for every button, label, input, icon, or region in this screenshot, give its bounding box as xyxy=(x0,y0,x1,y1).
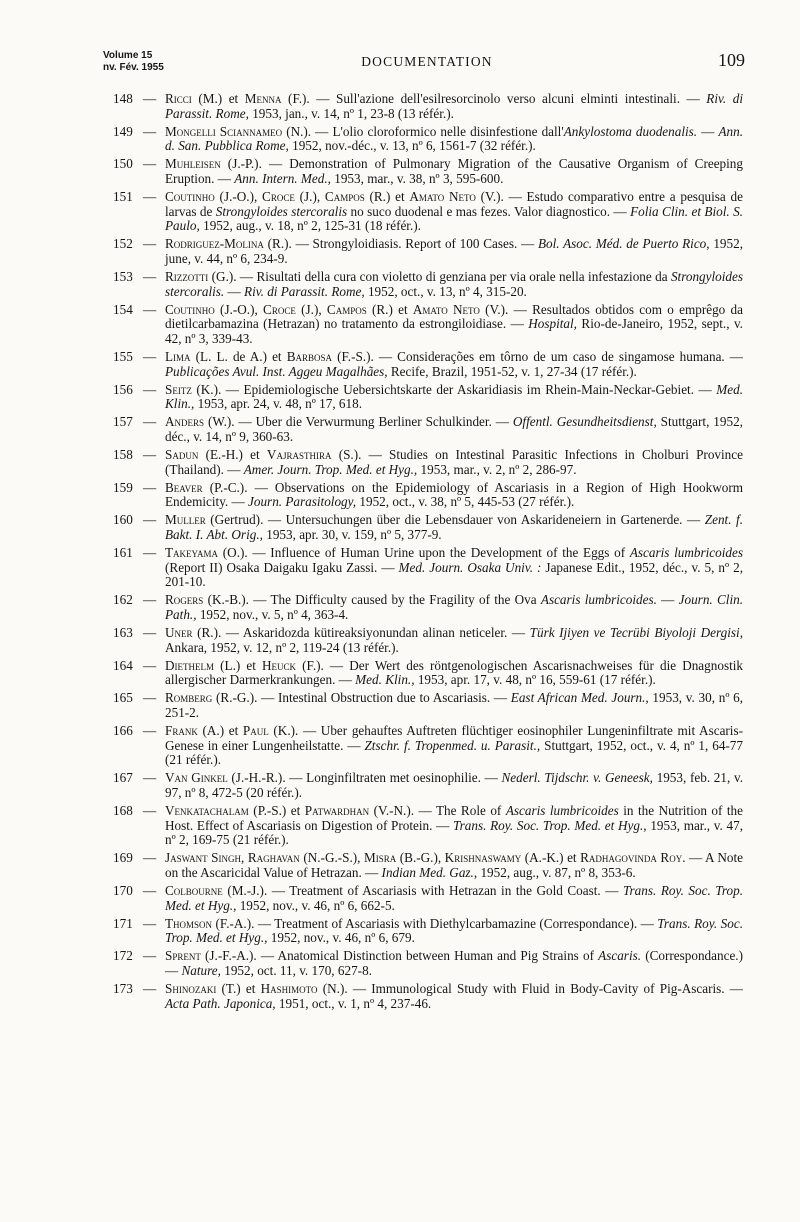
entry-text: 1953, apr. 24, v. 48, nº 17, 618. xyxy=(194,396,363,412)
entry-text: (O.). — Influence of Human Urine upon the Development of the Eggs of xyxy=(218,545,630,561)
author-name: Rogers xyxy=(165,592,204,608)
bibliography-entry xyxy=(113,626,743,655)
bibliography-entry xyxy=(113,593,743,622)
entry-dash: — xyxy=(143,236,157,252)
entry-dash: — xyxy=(143,301,157,317)
entry-number: 168 xyxy=(113,803,133,819)
entry-text: 1952, june, v. 44, nº 6, 234-9. xyxy=(165,236,744,266)
bibliography-entry xyxy=(113,724,743,768)
entry-dash: — xyxy=(143,625,157,641)
entry-text: 1953, feb. 21, v. 97, nº 8, 472-5 (20 référ.). xyxy=(165,770,744,801)
author-name: Shinozaki xyxy=(165,981,217,997)
author-name: Campos xyxy=(326,301,367,317)
entry-number: 162 xyxy=(113,592,133,608)
entry-text: (P.-C.). — Observations on the Epidemiology of Ascariasis in a Region of High Hookworm Endemicity. — xyxy=(165,479,743,510)
entry-text: (V.). — Estudo comparativo entre a pesquisa de larvas de xyxy=(165,189,743,219)
volume-line: Volume 15 xyxy=(103,50,153,61)
entry-text: . — A Note on the Ascaricidal Value of Hetrazan. — xyxy=(165,850,743,880)
entry-text: (A.) et xyxy=(197,723,243,739)
entry-number: 164 xyxy=(113,657,133,673)
entry-dash: — xyxy=(143,269,157,285)
entry-number: 169 xyxy=(113,850,133,866)
bibliography-entry xyxy=(113,513,743,542)
entry-number: 167 xyxy=(113,770,133,786)
author-name: Raghavan xyxy=(247,850,300,866)
author-name: Mongelli Sciannameo xyxy=(165,123,283,139)
entry-text: (K.-B.). — The Difficulty caused by the Fragility of the Ova xyxy=(203,592,541,608)
entry-dash: — xyxy=(143,381,157,397)
entry-dash: — xyxy=(143,803,157,819)
entry-text: (F.). — Sull'azione dell'esilresorcinolo verso alcuni elminti intestinali. — xyxy=(281,91,707,106)
italic-text: Riv. di Parassit. Rome, xyxy=(165,91,743,121)
author-name: Rodriguez-Molina xyxy=(165,236,264,252)
bibliography-entry xyxy=(113,270,743,299)
italic-text: Hospital, xyxy=(528,316,577,332)
italic-text: Trans. Roy. Soc. Trop. Med. et Hyg., xyxy=(453,817,647,833)
entry-text: (J.-F.-A.). — Anatomical Distinction between Human and Pig Strains of xyxy=(200,948,599,964)
author-name: Coutinho xyxy=(165,301,215,317)
bibliography-entry xyxy=(113,691,743,720)
entry-text: (L.) et xyxy=(214,657,263,673)
running-title: DOCUMENTATION xyxy=(361,54,493,69)
entry-text: 1953, apr. 30, v. 159, nº 5, 377-9. xyxy=(262,527,442,543)
entry-text: (P.-S.) et xyxy=(248,803,305,819)
author-name: Lima xyxy=(165,349,191,364)
bibliography-entry xyxy=(113,383,743,412)
entry-text: — xyxy=(224,283,245,299)
bibliography-entry xyxy=(113,771,743,800)
entry-text: 1951, oct., v. 1, nº 4, 237-46. xyxy=(275,995,432,1011)
bibliography-entry xyxy=(113,949,743,978)
entry-text: (J.), xyxy=(295,301,327,317)
entry-text: (V.). — Resultados obtidos com o emprêgo da dietilcarbamazina (Hetrazan) no tratamento da estrongiloidiase. — xyxy=(165,301,743,332)
author-name: Patwardhan xyxy=(304,803,370,819)
italic-text: Ztschr. f. Tropenmed. u. Parasit., xyxy=(364,737,541,753)
entry-number: 170 xyxy=(113,883,133,899)
italic-text: Riv. di Parassit. Rome, xyxy=(244,283,365,299)
italic-text: Offentl. Gesundheitsdienst, xyxy=(512,414,657,430)
entry-text: (T.) et xyxy=(216,981,261,997)
author-name: Van Ginkel xyxy=(165,770,228,786)
entry-text: (J.-O.), xyxy=(214,189,263,205)
bibliography-entry xyxy=(113,917,743,946)
entry-text: (Report II) Osaka Daigaku Igaku Zassi. — xyxy=(165,559,399,575)
issue-line: nv. Fév. 1955 xyxy=(103,62,164,73)
author-name: Beaver xyxy=(165,479,203,495)
entry-dash: — xyxy=(143,189,157,205)
author-name: Radhagovinda Roy xyxy=(580,850,683,866)
entry-text: , xyxy=(241,850,248,866)
italic-text: Indian Med. Gaz., xyxy=(381,865,478,880)
author-name: Anders xyxy=(165,414,205,430)
author-name: Jaswant Singh xyxy=(165,850,241,866)
author-name: Thomson xyxy=(165,915,213,931)
entry-text: (N.). — Immunological Study with Fluid in Body-Cavity of Pig-Ascaris. — xyxy=(317,981,743,997)
bibliography-entry xyxy=(113,125,743,154)
entry-text: 1953, jan., v. 14, nº 1, 23-8 (13 référ.). xyxy=(248,105,454,121)
author-name: Ricci xyxy=(165,91,192,106)
entry-dash: — xyxy=(143,545,157,561)
entry-text: (K.). — Uber gehauftes Auftreten flüchtiger eosinophiler Lungeninfiltrate mit Ascaris-Genese in einer Lungenheilstatte. — xyxy=(165,723,743,753)
author-name: Coutinho xyxy=(165,189,215,205)
author-name: Croce xyxy=(262,189,295,205)
italic-text: Med. Klin., xyxy=(165,381,743,412)
entry-number: 160 xyxy=(113,512,133,528)
bibliography-entry xyxy=(113,804,743,848)
author-name: Vajrasthira xyxy=(266,447,332,463)
italic-text: Trans. Roy. Soc. Trop. Med. et Hyg., xyxy=(165,883,743,913)
bibliography-entry xyxy=(113,350,743,379)
entry-number: 161 xyxy=(113,545,133,561)
italic-text: Ann. Intern. Med., xyxy=(234,170,331,186)
entry-text: in the Nutrition of the Host. Effect of Ascariasis on Digestion of Protein. — xyxy=(165,803,743,833)
bibliography-entry xyxy=(113,851,743,880)
entry-text: 1952, nov.-déc., v. 13, nº 6, 1561-7 (32 référ.). xyxy=(288,138,536,154)
entry-text: Stuttgart, 1952, déc., v. 14, nº 9, 360-63. xyxy=(165,414,743,444)
entry-text: (R.) et xyxy=(366,301,413,317)
author-name: Paul xyxy=(242,723,269,739)
entry-text: (R.). — Strongyloidiasis. Report of 100 Cases. — xyxy=(263,236,538,252)
italic-text: Journ. Clin. Path., xyxy=(165,592,743,622)
entry-text: (A.-K.) et xyxy=(521,850,581,866)
entry-text: 1953, mar., v. 47, nº 2, 169-75 (21 référ.). xyxy=(165,817,743,848)
author-name: Seitz xyxy=(165,381,192,397)
bibliography-entry xyxy=(113,303,743,347)
entry-dash: — xyxy=(143,592,157,608)
italic-text: Ascaris lumbricoides. xyxy=(540,592,657,608)
entry-dash: — xyxy=(143,123,157,139)
italic-text: Ann. d. San. Pubblica Rome, xyxy=(165,123,743,154)
italic-text: Med. Journ. Osaka Univ. : xyxy=(398,559,542,575)
entry-dash: — xyxy=(143,447,157,463)
entry-text: (S.). — Studies on Intestinal Parasitic Infections in Cholburi Province (Thailand). — xyxy=(165,447,743,477)
italic-text: Ankylostoma duodenalis. xyxy=(563,123,698,139)
entry-text: (Correspondance.) — xyxy=(165,948,743,979)
entry-text: 1952, nov., v. 46, nº 6, 679. xyxy=(267,930,415,946)
italic-text: Folia Clin. et Biol. S. Paulo, xyxy=(165,203,743,234)
bibliography-entry xyxy=(113,659,743,688)
bibliography-entry xyxy=(113,448,743,477)
entry-dash: — xyxy=(143,883,157,899)
entry-text: (F.-S.). — Considerações em tôrno de um caso de singamose humana. — xyxy=(332,349,743,364)
italic-text: Journ. Parasitology, xyxy=(248,494,357,510)
author-name: Venkatachalam xyxy=(165,803,249,819)
bibliography-list xyxy=(113,92,743,1015)
author-name: Romberg xyxy=(165,690,213,706)
entry-number: 163 xyxy=(113,625,133,641)
author-name: Campos xyxy=(324,189,365,205)
author-name: Diethelm xyxy=(165,657,215,673)
entry-number: 171 xyxy=(113,915,133,931)
entry-text: 1952, oct., v. 38, nº 5, 445-53 (27 référ.). xyxy=(356,494,575,510)
entry-text: Japanese Edit., 1952, déc., v. 5, nº 2, 201-10. xyxy=(165,559,744,590)
entry-text: (M.) et xyxy=(191,91,245,106)
entry-number: 159 xyxy=(113,479,133,495)
entry-number: 154 xyxy=(113,301,133,317)
entry-number: 149 xyxy=(113,123,133,139)
entry-dash: — xyxy=(143,723,157,739)
bibliography-entry xyxy=(113,92,743,121)
bibliography-entry xyxy=(113,982,743,1011)
entry-text: Ankara, 1952, v. 12, nº 2, 119-24 (13 référ.). xyxy=(165,639,399,655)
entry-dash: — xyxy=(143,770,157,786)
italic-text: Strongyloides stercoralis. xyxy=(165,269,743,299)
entry-text: (V.-N.). — The Role of xyxy=(369,803,506,819)
author-name: Misra xyxy=(364,850,397,866)
author-name: Uner xyxy=(165,625,193,641)
entry-dash: — xyxy=(143,657,157,673)
entry-text: 1953, mar., v. 38, nº 3, 595-600. xyxy=(330,170,504,186)
author-name: Sadun xyxy=(165,447,199,463)
entry-number: 173 xyxy=(113,981,133,997)
entry-number: 156 xyxy=(113,381,133,397)
author-name: Hashimoto xyxy=(260,981,318,997)
entry-text: 1953, mar., v. 2, nº 2, 286-97. xyxy=(417,461,577,477)
entry-number: 158 xyxy=(113,447,133,463)
italic-text: Ascaris lumbricoides xyxy=(505,803,619,819)
italic-text: East African Med. Journ., xyxy=(510,690,649,706)
italic-text: Zent. f. Bakt. I. Abt. Orig., xyxy=(165,512,743,543)
entry-dash: — xyxy=(143,690,157,706)
entry-text: Rio-de-Janeiro, 1952, sept., v. 42, nº 3, 339-43. xyxy=(165,316,743,346)
entry-number: 151 xyxy=(113,189,133,205)
entry-dash: — xyxy=(143,414,157,430)
entry-text: (R.). — Askaridozda kütireaksiyonundan alinan neticeler. — xyxy=(192,625,530,641)
entry-text: (N.-G.-S.), xyxy=(299,850,364,866)
bibliography-entry xyxy=(113,157,743,186)
entry-text: 1952, nov., v. 5, nº 4, 363-4. xyxy=(196,607,349,622)
entry-text: 1952, nov., v. 46, nº 6, 662-5. xyxy=(236,897,395,913)
entry-number: 165 xyxy=(113,690,133,706)
entry-text: (B.-G.), xyxy=(396,850,445,866)
entry-text: (F.-A.). — Treatment of Ascariasis with Diethylcarbamazine (Correspondance). — xyxy=(212,915,658,931)
entry-number: 152 xyxy=(113,236,133,252)
entry-text: 1953, v. 30, nº 6, 251-2. xyxy=(165,690,743,721)
bibliography-entry xyxy=(113,415,743,444)
entry-text: (E.-H.) et xyxy=(198,447,267,463)
italic-text: Türk Ijiyen ve Tecrübi Biyoloji Dergisi, xyxy=(529,625,743,641)
bibliography-entry xyxy=(113,884,743,913)
italic-text: Acta Path. Japonica, xyxy=(165,995,276,1011)
entry-number: 155 xyxy=(113,349,133,364)
entry-text: (R.) et xyxy=(364,189,410,205)
entry-text: (J.-O.), xyxy=(214,301,264,317)
author-name: Barbosa xyxy=(286,349,333,364)
entry-text: (M.-J.). — Treatment of Ascariasis with Hetrazan in the Gold Coast. — xyxy=(222,883,623,899)
entry-dash: — xyxy=(143,91,157,106)
author-name: Colbourne xyxy=(165,883,223,899)
page-header xyxy=(103,50,747,84)
entry-text: (Gertrud). — Untersuchungen über die Lebensdauer von Askarideneiern in Gartenerde. — xyxy=(205,512,705,528)
entry-text: Recife, Brazil, 1951-52, v. 1, 27-34 (17 référ.). xyxy=(387,363,637,379)
author-name: Amato Neto xyxy=(409,189,476,205)
italic-text: Bol. Asoc. Méd. de Puerto Rico, xyxy=(537,236,710,252)
entry-dash: — xyxy=(143,948,157,964)
entry-text: 1953, apr. 17, v. 48, nº 16, 559-61 (17 référ.). xyxy=(414,672,656,688)
entry-text: (L. L. de A.) et xyxy=(190,349,287,364)
entry-dash: — xyxy=(143,850,157,866)
entry-text: (F.). — Der Wert des röntgenologischen Ascarisnachweises für die Dnagnostik allergischer Darmerkrankungen. — xyxy=(165,657,743,688)
entry-dash: — xyxy=(143,349,157,364)
italic-text: Nederl. Tijdschr. v. Geneesk, xyxy=(501,770,653,786)
italic-text: Strongyloides stercoralis xyxy=(215,203,348,219)
author-name: Sprent xyxy=(165,948,201,964)
author-name: Muller xyxy=(165,512,206,528)
entry-text: — xyxy=(656,592,679,608)
italic-text: Ascaris. xyxy=(598,948,642,964)
entry-text: 1952, oct., v. 13, nº 4, 315-20. xyxy=(364,283,527,299)
entry-number: 148 xyxy=(113,91,133,106)
entry-text: (N.). — L'olio cloroformico nelle disinfestione dall' xyxy=(282,123,564,139)
entry-text: 1952, aug., v. 18, nº 2, 125-31 (18 référ.). xyxy=(199,218,421,234)
bibliography-entry xyxy=(113,237,743,266)
entry-text: (J.-H.-R.). — Longinfiltraten met oesinophilie. — xyxy=(227,770,502,786)
author-name: Frank xyxy=(165,723,198,739)
author-name: Amato Neto xyxy=(412,301,480,317)
entry-text: (G.). — Risultati della cura con violetto di genziana per via orale nella infestazione da xyxy=(208,269,671,285)
author-name: Takeyama xyxy=(165,545,219,561)
author-name: Muhleisen xyxy=(165,156,221,172)
entry-number: 166 xyxy=(113,723,133,739)
bibliography-entry xyxy=(113,190,743,234)
italic-text: Med. Klin., xyxy=(355,672,415,688)
entry-text: (J.), xyxy=(294,189,325,205)
italic-text: Nature, xyxy=(181,963,221,979)
entry-text: (K.). — Epidemiologische Uebersichtskarte der Askaridiasis im Rhein-Main-Neckar-Gebiet. — xyxy=(191,381,717,397)
entry-number: 157 xyxy=(113,414,133,430)
italic-text: Publicações Avul. Inst. Aggeu Magalhães, xyxy=(165,363,388,379)
entry-text: Stuttgart, 1952, oct., v. 4, nº 1, 64-77 (21 référ.). xyxy=(165,737,743,768)
entry-dash: — xyxy=(143,981,157,997)
italic-text: Trans. Roy. Soc. Trop. Med. et Hyg., xyxy=(165,915,743,946)
entry-text: (R.-G.). — Intestinal Obstruction due to Ascariasis. — xyxy=(212,690,511,706)
entry-text: no suco duodenal e mas fezes. Valor diagnostico. — xyxy=(347,203,631,219)
author-name: Rizzotti xyxy=(165,269,209,285)
entry-dash: — xyxy=(143,479,157,495)
italic-text: Amer. Journ. Trop. Med. et Hyg., xyxy=(243,461,418,477)
entry-text: 1952, aug., v. 87, nº 8, 353-6. xyxy=(477,865,636,880)
author-name: Menna xyxy=(244,91,282,106)
entry-dash: — xyxy=(143,915,157,931)
entry-text: (J.-P.). — Demonstration of Pulmonary Migration of the Causative Organism of Creeping Eruption. — xyxy=(165,156,743,186)
bibliography-entry xyxy=(113,481,743,510)
author-name: Croce xyxy=(263,301,296,317)
entry-number: 172 xyxy=(113,948,133,964)
bibliography-entry xyxy=(113,546,743,590)
page-number: 109 xyxy=(718,50,745,70)
entry-dash: — xyxy=(143,156,157,172)
entry-text: — xyxy=(697,123,719,139)
entry-dash: — xyxy=(143,512,157,528)
entry-text: 1952, oct. 11, v. 170, 627-8. xyxy=(220,963,372,979)
entry-number: 153 xyxy=(113,269,133,285)
author-name: Heuck xyxy=(262,657,297,673)
author-name: Krishnaswamy xyxy=(444,850,522,866)
italic-text: Ascaris lumbricoides xyxy=(629,545,743,561)
entry-number: 150 xyxy=(113,156,133,172)
entry-text: (W.). — Uber die Verwurmung Berliner Schulkinder. — xyxy=(204,414,513,430)
